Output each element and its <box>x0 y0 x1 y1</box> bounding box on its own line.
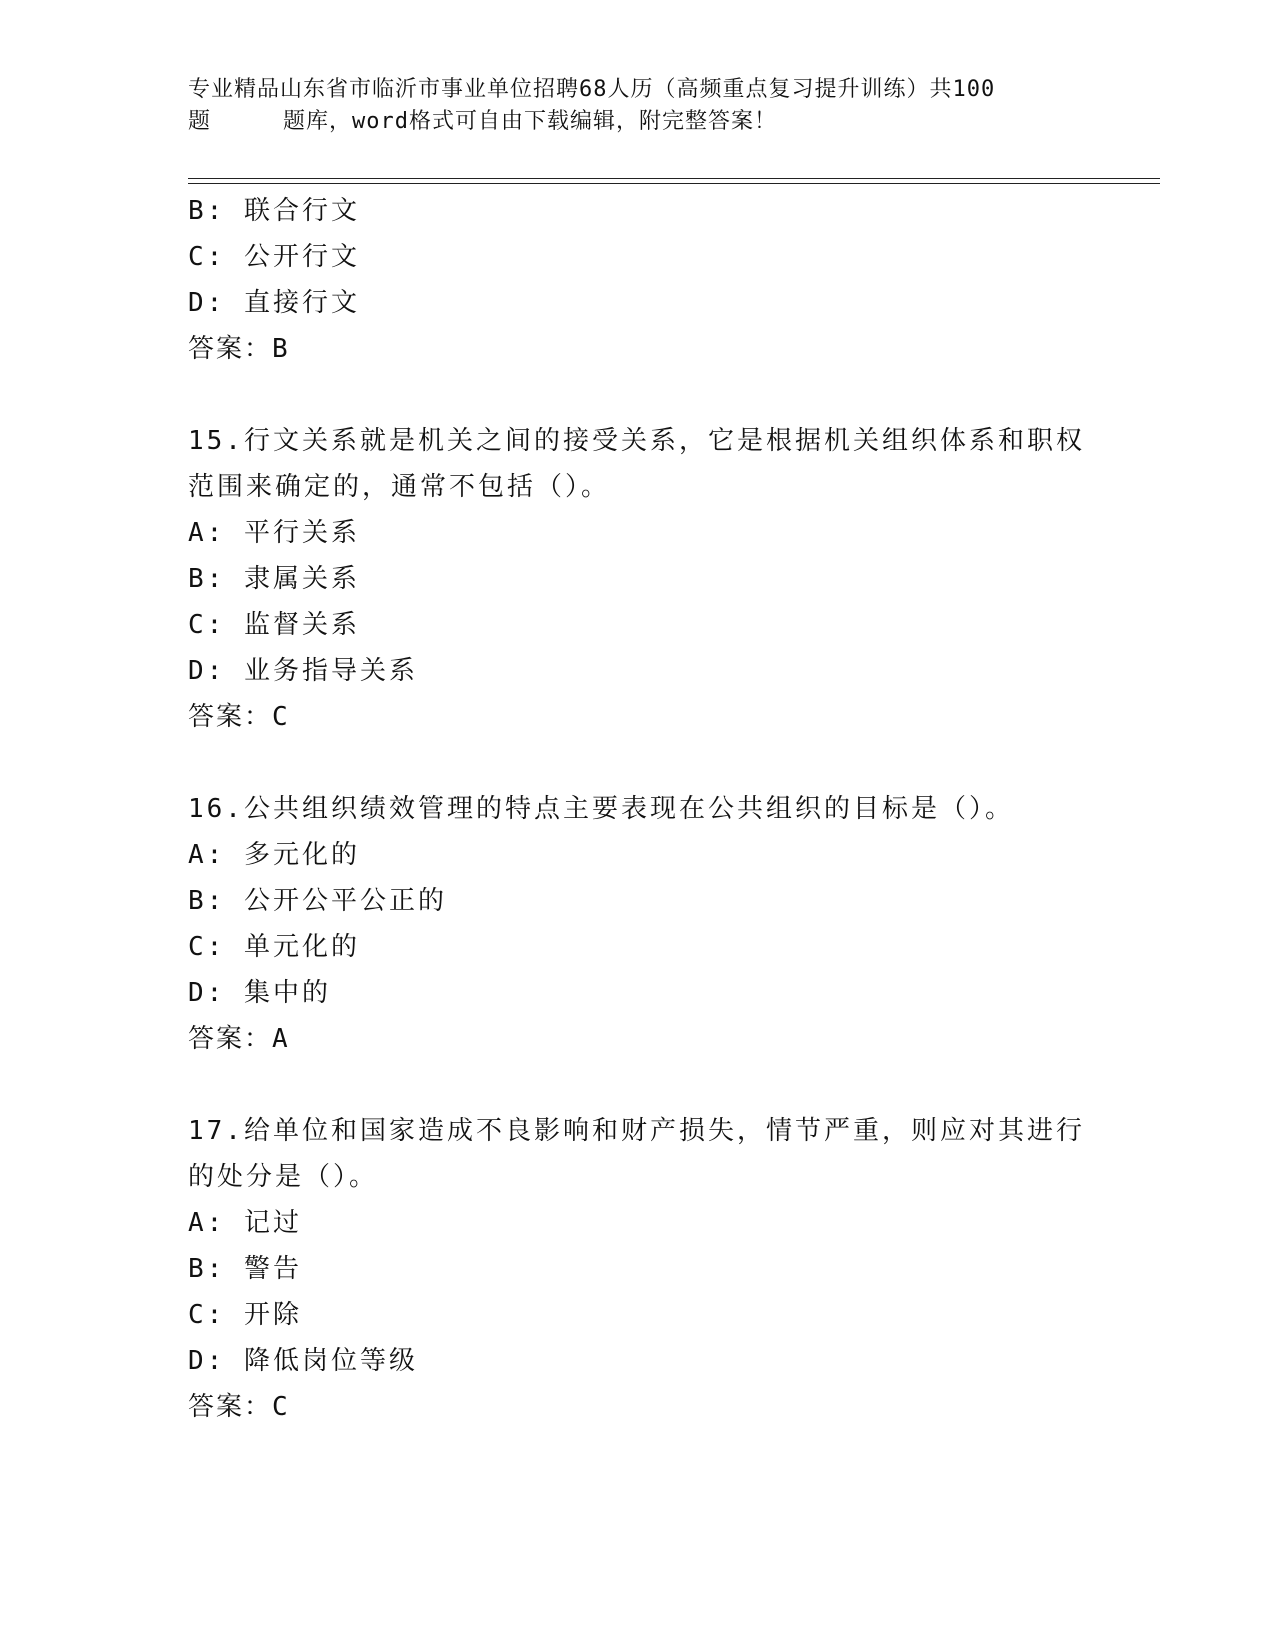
header-divider-bottom <box>188 183 1160 184</box>
option-d: D: 直接行文 <box>188 288 360 318</box>
option-c: C: 开除 <box>188 1300 302 1330</box>
question-stem-line2: 范围来确定的，通常不包括（）。 <box>188 472 611 502</box>
option-c: C: 单元化的 <box>188 932 360 962</box>
answer: 答案：C <box>188 702 290 732</box>
option-a: A: 记过 <box>188 1208 302 1238</box>
question-list <box>188 188 1088 1430</box>
question-stem-line1: 16.公共组织绩效管理的特点主要表现在公共组织的目标是（）。 <box>188 794 1014 824</box>
question-stem-line2: 的处分是（）。 <box>188 1162 379 1192</box>
question-stem-line1: 17.给单位和国家造成不良影响和财产损失，情节严重，则应对其进行 <box>188 1116 1085 1146</box>
option-a: A: 平行关系 <box>188 518 360 548</box>
page-header <box>188 74 1088 138</box>
answer: 答案：A <box>188 1024 290 1054</box>
header-title-line1: 专业精品山东省市临沂市事业单位招聘68人历（高频重点复习提升训练）共100 <box>188 77 996 102</box>
answer: 答案：C <box>188 1392 290 1422</box>
option-d: D: 集中的 <box>188 978 331 1008</box>
question-16 <box>188 786 1088 1062</box>
option-c: C: 公开行文 <box>188 242 360 272</box>
header-title-line2-end: 题库，word格式可自由下载编辑，附完整答案！ <box>283 109 777 134</box>
header-title-line2 <box>188 106 1088 138</box>
option-b: B: 联合行文 <box>188 196 360 226</box>
option-a: A: 多元化的 <box>188 840 360 870</box>
spacer <box>188 1062 1088 1108</box>
answer: 答案：B <box>188 334 290 364</box>
option-d: D: 降低岗位等级 <box>188 1346 418 1376</box>
option-c: C: 监督关系 <box>188 610 360 640</box>
question-15 <box>188 418 1088 740</box>
option-b: B: 公开公平公正的 <box>188 886 447 916</box>
header-divider-top <box>188 178 1160 179</box>
option-b: B: 隶属关系 <box>188 564 360 594</box>
option-d: D: 业务指导关系 <box>188 656 418 686</box>
question-stem-line1: 15.行文关系就是机关之间的接受关系，它是根据机关组织体系和职权 <box>188 426 1085 456</box>
spacer <box>188 372 1088 418</box>
option-b: B: 警告 <box>188 1254 302 1284</box>
spacer <box>188 740 1088 786</box>
header-title-line2-start: 题 <box>188 109 212 134</box>
question-17 <box>188 1108 1088 1430</box>
question-14 <box>188 188 1088 372</box>
